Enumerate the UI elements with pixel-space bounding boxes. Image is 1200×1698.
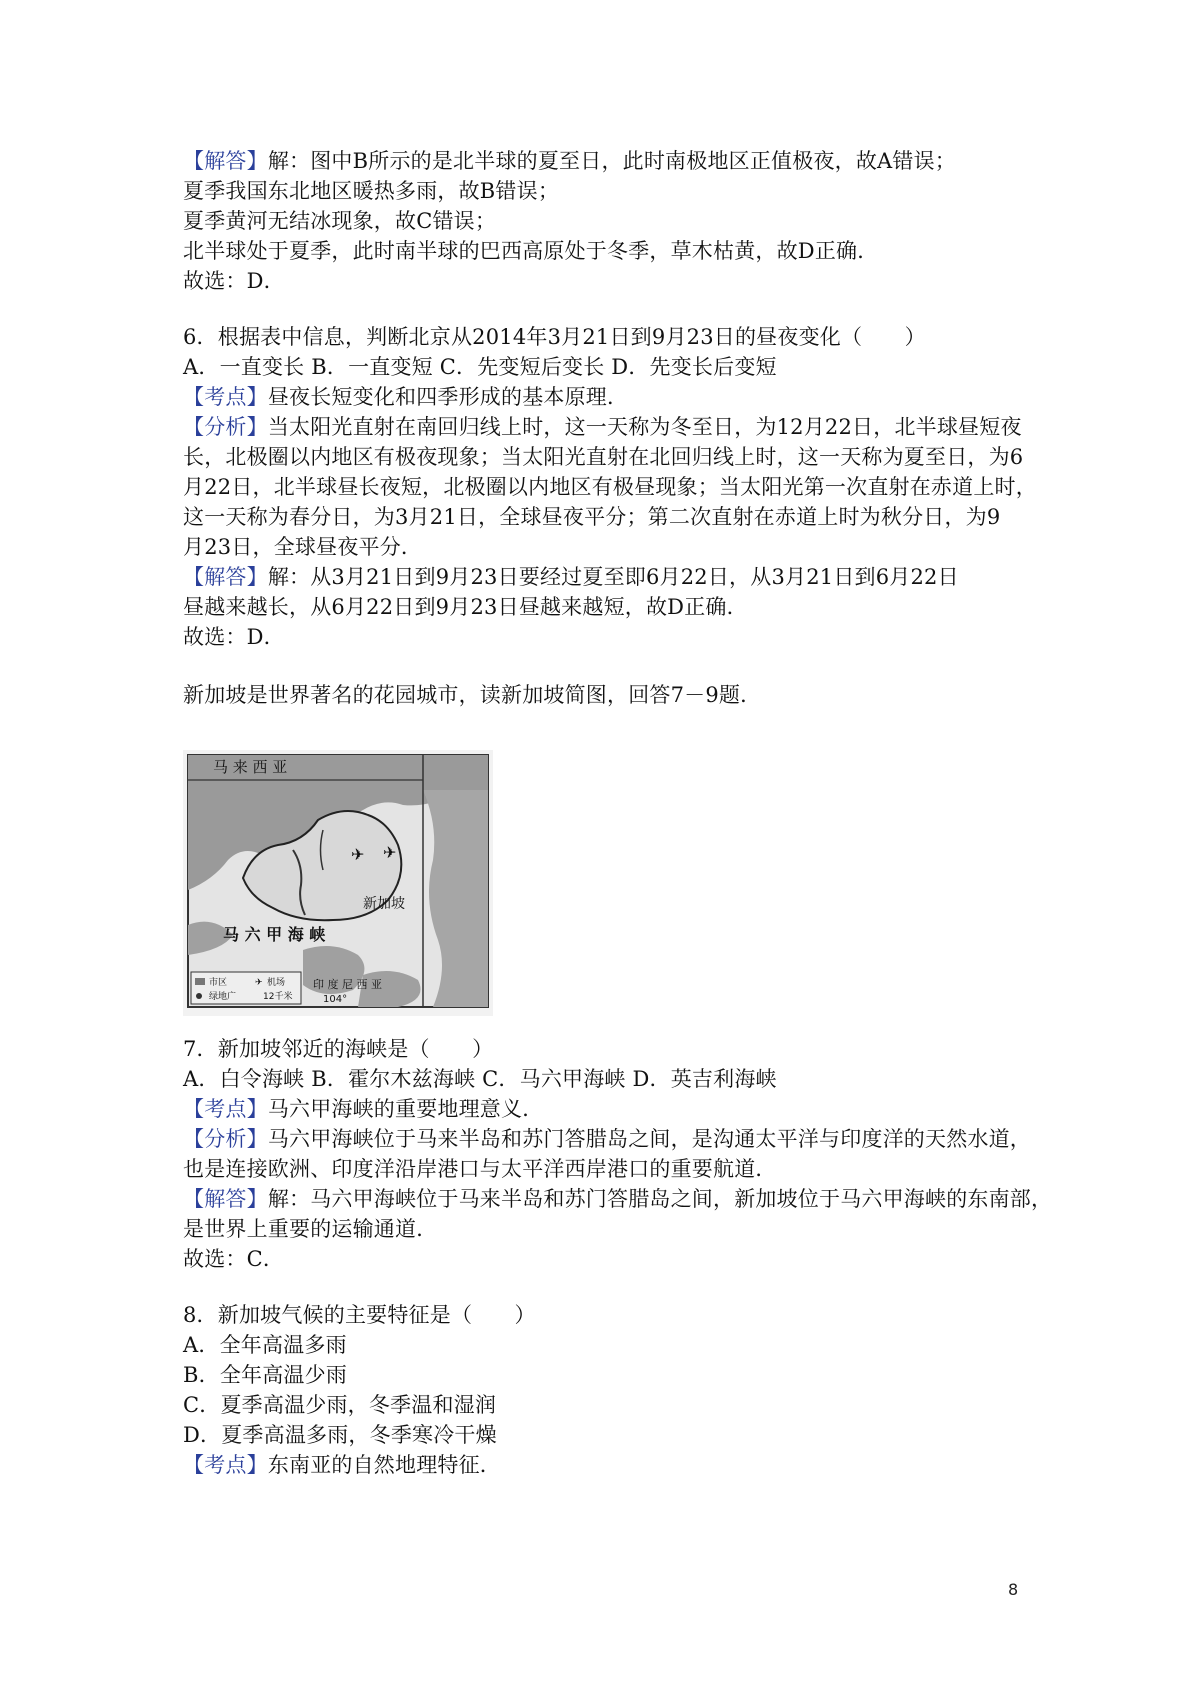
map-strait-label: 马 六 甲 海 峡 [223,925,326,944]
q7-stem: 7．新加坡邻近的海峡是（ ） [183,1037,494,1061]
point-text: 马六甲海峡的重要地理意义． [267,1097,544,1121]
legend-airport-label: 机场 [267,978,286,988]
legend-green-dot [196,993,202,999]
answer-text: 解：马六甲海峡位于马来半岛和苏门答腊岛之间，新加坡位于马六甲海峡的东南部， [267,1187,1053,1211]
q7-analysis-line-2: 也是连接欧洲、印度洋沿岸港口与太平洋西岸港口的重要航道． [183,1157,777,1181]
map-bottom-label: 印 度 尼 西 亚 [313,978,382,991]
map-intro: 新加坡是世界著名的花园城市，读新加坡简图，回答7－9题． [183,683,762,707]
q7-answer-line-2: 是世界上重要的运输通道． [183,1217,438,1241]
q7-answer-choice: 故选：C． [183,1247,285,1271]
q6-analysis-line-5: 月23日，全球昼夜平分． [183,535,423,559]
q7-point [183,1094,1043,1124]
q8-option-d: D．夏季高温多雨，冬季寒冷干燥 [183,1423,497,1447]
q6-analysis-line-3: 月22日，北半球昼长夜短，北极圈以内地区有极昼现象；当太阳光第一次直射在赤道上时， [183,475,1037,499]
q6-stem: 6．根据表中信息，判断北京从2014年3月21日到9月23日的昼夜变化（ ） [183,325,926,349]
answer-tag: 【解答】 [183,1187,268,1211]
point-tag: 【考点】 [183,385,268,409]
q6-analysis-line-1 [183,412,1043,442]
analysis-text: 马六甲海峡位于马来半岛和苏门答腊岛之间，是沟通太平洋与印度洋的天然水道， [267,1127,1032,1151]
q8-point [183,1450,1043,1480]
q5-answer-line-4: 北半球处于夏季，此时南半球的巴西高原处于冬季，草木枯黄，故D正确． [183,239,879,263]
q5-answer-line-3: 夏季黄河无结冰现象，故C错误； [183,209,497,233]
q5-answer-line-1 [183,146,1043,176]
map-city-label: 新加坡 [363,896,405,912]
q5-answer-choice: 故选：D． [183,269,285,293]
q6-point [183,382,1043,412]
point-text: 昼夜长短变化和四季形成的基本原理． [267,385,629,409]
analysis-tag: 【分析】 [183,415,268,439]
singapore-map [183,750,493,1016]
q6-options: A．一直变长 B．一直变短 C．先变短后变长 D．先变长后变短 [183,355,777,379]
q8-option-b: B．全年高温少雨 [183,1363,348,1387]
q8-option-c: C．夏季高温少雨，冬季温和湿润 [183,1393,497,1417]
answer-text: 解：从3月21日到9月23日要经过夏至即6月22日，从3月21日到6月22日 [267,565,959,589]
answer-tag: 【解答】 [183,565,268,589]
q7-analysis-line-1 [183,1124,1043,1154]
map-top-label: 马 来 西 亚 [213,758,288,776]
legend-urban-swatch [195,978,205,985]
q7-answer-line-1 [183,1184,1053,1214]
point-tag: 【考点】 [183,1097,268,1121]
q8-stem: 8．新加坡气候的主要特征是（ ） [183,1303,536,1327]
q5-answer-line-2: 夏季我国东北地区暖热多雨，故B错误； [183,179,560,203]
airport-icon: ✈ [351,845,365,864]
point-text: 东南亚的自然地理特征． [267,1453,502,1477]
legend-green-label: 绿地广 [209,992,237,1002]
q6-analysis-line-2: 长，北极圈以内地区有极夜现象；当太阳光直射在北回归线上时，这一天称为夏至日，为6 [183,445,1024,469]
q6-analysis-line-4: 这一天称为春分日，为3月21日，全球昼夜平分；第二次直射在赤道上时为秋分日，为9 [183,505,1001,529]
airport-icon: ✈ [383,843,397,862]
q7-options: A．白令海峡 B．霍尔木兹海峡 C．马六甲海峡 D．英吉利海峡 [183,1067,777,1091]
legend-urban-label: 市区 [209,978,228,988]
q8-option-a: A．全年高温多雨 [183,1333,347,1357]
legend-scale-label: 12千米 [263,992,293,1002]
point-tag: 【考点】 [183,1453,268,1477]
q6-answer-line-1 [183,562,1043,592]
answer-text: 解：图中B所示的是北半球的夏至日，此时南极地区正值极夜，故A错误； [267,149,957,173]
answer-tag: 【解答】 [183,149,268,173]
map-longitude-label: 104° [323,994,348,1005]
q6-answer-line-2: 昼越来越长，从6月22日到9月23日昼越来越短，故D正确． [183,595,748,619]
analysis-tag: 【分析】 [183,1127,268,1151]
airport-legend-icon: ✈ [255,978,263,988]
q6-answer-choice: 故选：D． [183,625,285,649]
analysis-text: 当太阳光直射在南回归线上时，这一天称为冬至日，为12月22日，北半球昼短夜 [267,415,1022,439]
page-number: 8 [1008,1580,1019,1599]
